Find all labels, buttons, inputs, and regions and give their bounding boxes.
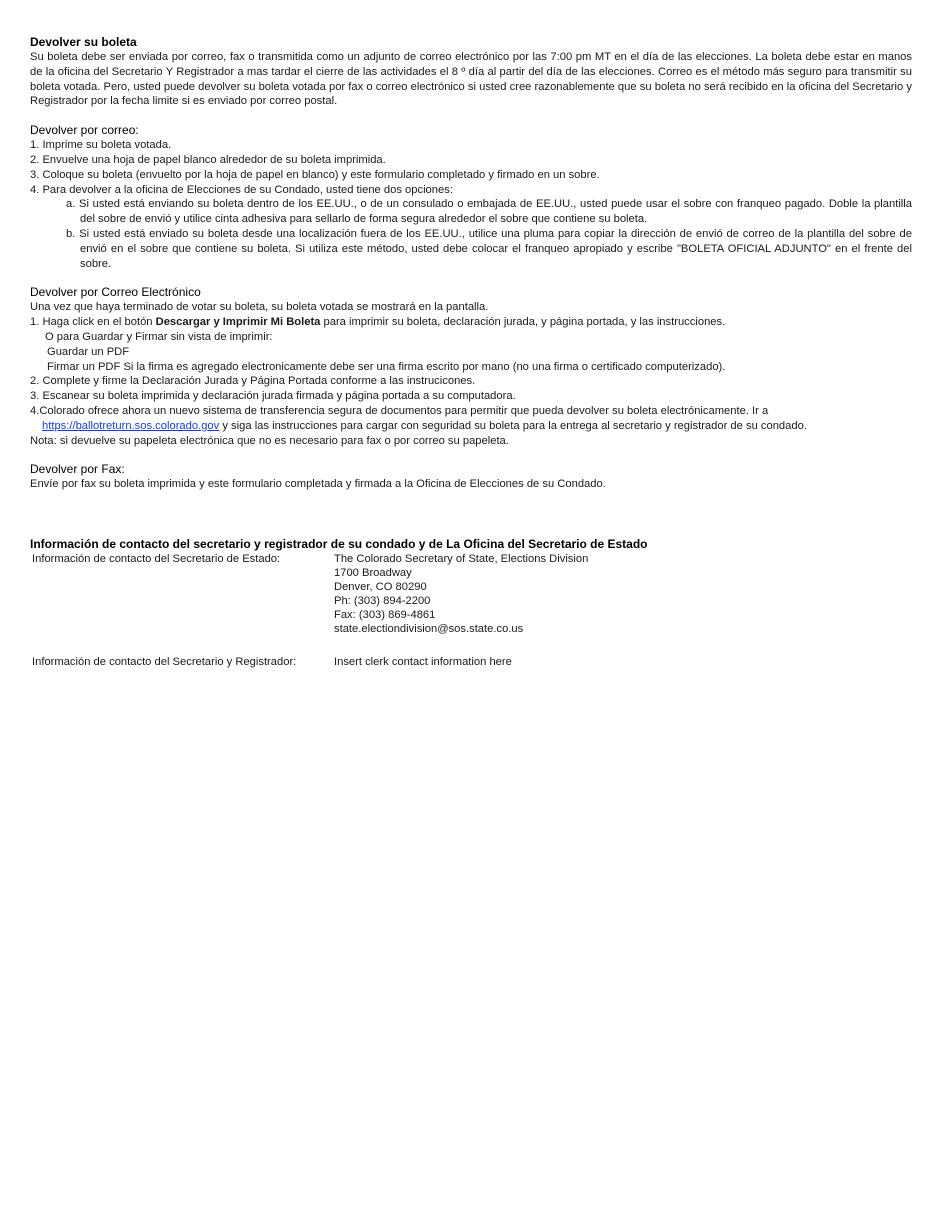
contact-heading: Información de contacto del secretario y registrador de su condado y de La Oficina del Secretario de Estado — [30, 537, 648, 552]
return-by-mail-section — [30, 123, 912, 271]
list-item: 2. Envuelve una hoja de papel blanco alrededor de su boleta imprimida. — [30, 153, 386, 166]
by-mail-heading: Devolver por correo: — [30, 123, 139, 138]
sos-fax: Fax: (303) 869-4861 — [334, 609, 436, 622]
by-mail-steps — [30, 138, 912, 197]
sos-city: Denver, CO 80290 — [334, 581, 427, 594]
return-ballot-section — [30, 34, 912, 109]
list-item: 4. Para devolver a la oficina de Elecciones de su Condado, usted tiene dos opciones: — [30, 183, 453, 196]
ballot-return-link[interactable]: https://ballotreturn.sos.colorado.gov — [42, 419, 220, 432]
by-fax-text: Envíe por fax su boleta imprimida y este formulario completada y firmada a la Oficina de Elecciones de su Condado. — [30, 478, 606, 491]
by-email-step-3: 3. Escanear su boleta imprimida y declaración jurada firmada y página portada a su computadora. — [30, 390, 516, 403]
list-item: 3. Coloque su boleta (envuelto por la hoja de papel en blanco) y este formulario completado y firmado en un sobre. — [30, 168, 600, 181]
by-email-heading: Devolver por Correo Electrónico — [30, 285, 201, 300]
download-print-button-label: Descargar y Imprimir Mi Boleta — [155, 316, 321, 329]
sos-name: The Colorado Secretary of State, Elections Division — [334, 553, 589, 566]
sos-street: 1700 Broadway — [334, 567, 412, 580]
table-row — [32, 552, 588, 636]
return-ballot-intro: Su boleta debe ser enviada por correo, fax o transmitida como un adjunto de correo electrónico por las 7:00 pm MT en el día de las elecciones. La boleta debe estar en manos de la oficina del Secretario Y Registrador a mas tardar el cierre de las actividades el 8 º día al partir del día de las elecciones. Correo es el método más seguro para transmitir su boleta votada. Pero, usted puede devolver su boleta votada por fax o correo electrónico si usted cree razonablemente que su boleta no será recibido en la oficina del Secretario y Registrador por la fecha limite si es enviado por correo postal. — [30, 51, 912, 108]
contact-table — [32, 552, 588, 669]
by-email-step-1: 1. Haga click en el botón Descargar y Imprimir Mi Boleta para imprimir su boleta, declaración jurada, y página portada, y las instrucciones. — [30, 316, 726, 329]
by-email-intro: Una vez que haya terminado de votar su boleta, su boleta votada se mostrará en la pantalla. — [30, 301, 489, 314]
table-row — [32, 636, 588, 655]
list-item: 1. Imprime su boleta votada. — [30, 139, 172, 152]
table-row — [32, 655, 588, 669]
by-email-note: Nota: si devuelve su papeleta electrónica que no es necesario para fax o por correo su papeleta. — [30, 434, 509, 447]
return-by-email-section — [30, 285, 912, 448]
sos-phone: Ph: (303) 894-2200 — [334, 595, 431, 608]
clerk-contact-label: Información de contacto del Secretario y Registrador: — [32, 656, 297, 669]
return-by-fax-section — [30, 462, 912, 492]
by-mail-options — [30, 197, 912, 271]
list-item: a. Si usted está enviando su boleta dentro de los EE.UU., o de un consulado o embajada de EE.UU., usted puede usar el sobre con franqueo pagado. Doble la plantilla del sobre de envió y utilice cinta adhesiva para sellarlo de forma segura alrededor el sobre que contiene su boleta. — [66, 198, 912, 226]
by-fax-heading: Devolver por Fax: — [30, 462, 125, 477]
by-email-alt-line: O para Guardar y Firmar sin vista de imprimir: — [45, 330, 273, 343]
sos-contact-value — [334, 552, 588, 636]
by-email-save-pdf: Guardar un PDF — [47, 345, 130, 358]
return-ballot-heading: Devolver su boleta — [30, 35, 137, 49]
sos-contact-label: Información de contacto del Secretario de Estado: — [32, 553, 281, 566]
sos-email: state.electiondivision@sos.state.co.us — [334, 623, 524, 636]
clerk-contact-value: Insert clerk contact information here — [334, 656, 512, 669]
by-email-sign-pdf: Firmar un PDF Si la firma es agregado electronicamente debe ser una firma escrito por mano (no una firma o certificado computerizado). — [47, 360, 726, 373]
contact-section — [30, 536, 912, 669]
list-item: b. Si usted está enviado su boleta desde una localización fuera de los EE.UU., utilice una pluma para copiar la dirección de envió de correo de la plantilla del sobre de envió en el sobre que contiene su boleta. Si utiliza este método, usted debe colocar el franqueo apropiado y escribe "BOLETA OFICIAL ADJUNTO" en el frente del sobre. — [66, 227, 912, 270]
by-email-step-4: 4.Colorado ofrece ahora un nuevo sistema de transferencia segura de documentos para permitir que pueda devolver su boleta electrónicamente. Ir a https://ballotreturn.sos.colorado.gov y siga las instrucciones para cargar con seguridad su boleta para la entrega al secretario y registrador de su condado. — [30, 404, 807, 432]
by-email-step-2: 2. Complete y firme la Declaración Jurada y Página Portada conforme a las instrucicones. — [30, 375, 476, 388]
